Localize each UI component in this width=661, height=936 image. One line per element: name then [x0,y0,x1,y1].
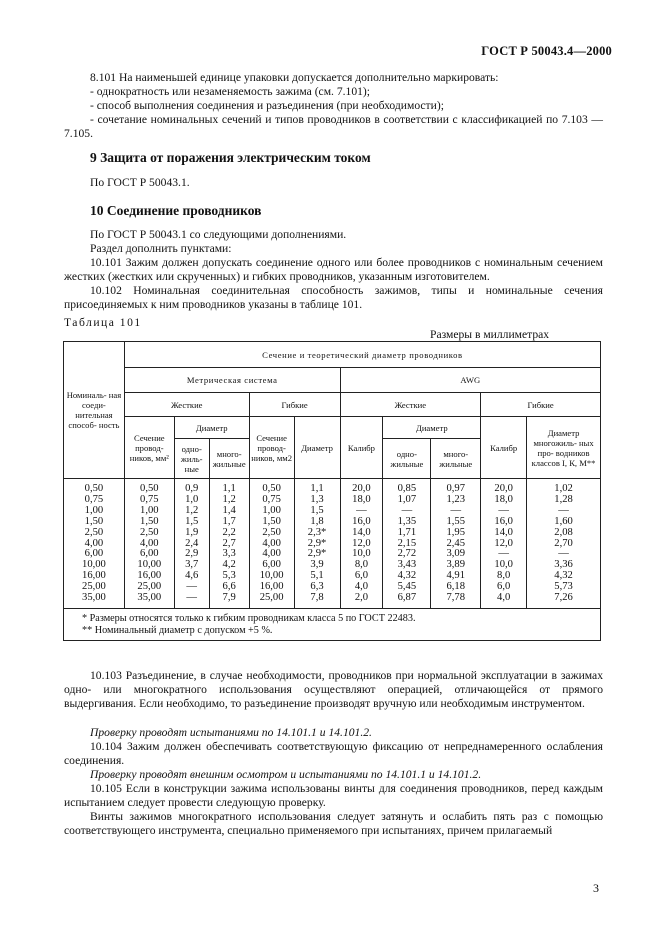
table-cell: 4,2 [222,559,236,571]
page-number: 3 [593,881,599,895]
table-cell: 20,0 [494,483,513,494]
table-caption: Таблица 101 [64,316,142,329]
table-cell: 16,00 [82,570,106,582]
table-cell: 1,23 [446,493,466,505]
table-cell: — [186,581,198,593]
document-header: ГОСТ Р 50043.4—2000 [481,44,612,58]
table-cell: 5,73 [554,581,573,593]
table-cell: 4,00 [84,537,104,549]
header-awg-flex: Гибкие [481,393,601,417]
table-cell: 1,9 [185,526,199,538]
table-cell: 1,55 [446,515,466,527]
para-10-102: 10.102 Номинальная соединительная способность зажимов, типы и номинальные сечения присоединяемых к ним проводников указаны в таблице 101. [64,284,603,312]
table-cell: 1,2 [222,493,236,505]
table-cell: 3,9 [310,559,324,571]
table-cell: 2,9* [307,548,327,560]
table-cell: 1,71 [397,526,417,538]
table-cell: 7,26 [554,592,573,604]
table-cell: — [401,504,413,516]
table-cell: 3,43 [397,559,417,571]
table-cell: 0,9 [185,483,199,494]
table-cell: 16,0 [494,515,513,527]
table-cell: 1,50 [262,515,281,527]
header-diameter-awg: Диаметр [383,417,481,439]
section-9-title: 9 Защита от поражения электрическим током [90,150,371,165]
table-cell: 1,5 [310,504,324,516]
table-cell: 16,00 [259,581,284,593]
para-10-103-check: Проверку проводят испытаниями по 14.101.1 и 14.101.2. [90,726,372,739]
table-cell: 18,0 [352,493,371,505]
header-multi-awg: много- жильные [431,439,481,479]
footnote-1: * Размеры относятся только к гибким проводникам класса 5 по ГОСТ 22483. [82,612,416,624]
table-cell: 2,50 [140,526,159,538]
header-single: одно- жиль- ные [174,439,209,479]
section-10-title: 10 Соединение проводников [90,203,262,218]
header-metric-rigid: Жесткие [124,393,249,417]
table-cell: 10,0 [494,559,513,571]
table-cell: — [450,504,462,516]
table-col-9 [481,479,527,609]
para-10-104: 10.104 Зажим должен обеспечивать соответствующую фиксацию от непреднамеренного ослабления соединения. [64,740,603,768]
para-8-101: 8.101 На наименьшей единице упаковки допускается дополнительно маркировать: [90,71,499,84]
table-col-3 [209,479,249,609]
table-cell: 10,00 [82,559,106,571]
table-cell: 4,00 [262,548,281,560]
table-cell: 0,50 [262,483,281,494]
table-cell: 2,2 [222,526,236,538]
header-diameter-multi: Диаметр многожиль- ных про- водников классов I, К, М** [527,417,601,479]
table-col-2 [174,479,209,609]
table-cell: 0,50 [84,483,104,494]
table-cell: 25,00 [259,592,284,604]
conductor-table [63,341,601,641]
header-gauge-rigid: Калибр [340,417,383,479]
table-cell: 4,0 [497,592,511,604]
table-size-note: Размеры в миллиметрах [430,328,550,341]
table-cell: — [186,592,198,604]
table-cell: 2,9* [307,537,327,549]
table-cell: 6,00 [140,548,159,560]
table-cell: 25,00 [137,581,162,593]
para-10-103: 10.103 Разъединение, в случае необходимости, проводников при нормальной эксплуатации в зажимах одно- или многократного использования осуществляют операцией, отличающейся от прямого выдергивания. Если необходимо, то разъединение производят вручную или необходимым инструментом. [64,669,603,711]
table-cell: 1,1 [222,483,236,494]
table-cell: 2,50 [262,526,281,538]
table-cell: 2,50 [84,526,104,538]
table-cell: — [558,548,569,560]
table-cell: 1,02 [554,483,573,494]
table-cell: 4,00 [140,537,159,549]
table-cell: 4,32 [554,570,573,582]
table-cell: 1,60 [554,515,573,527]
table-cell: 4,32 [397,570,417,582]
table-cell: 0,50 [140,483,159,494]
table-cell: 0,75 [262,493,281,505]
table-cell: 1,1 [310,483,324,494]
table-cell: 1,0 [185,493,199,505]
table-cell: 6,0 [497,581,511,593]
header-section-col2: Сечение провод- ников, мм2 [249,417,294,479]
table-cell: 1,35 [397,515,417,527]
para-10-101: 10.101 Зажим должен допускать соединение одного или более проводников с номинальным сечением жестких (жестких или скрученных) и гибких проводников, указанным изготовителем. [64,256,603,284]
table-cell: 12,0 [352,537,371,549]
table-cell: 1,7 [222,515,236,527]
para-10-105: 10.105 Если в конструкции зажима использованы винты для соединения проводников, перед каждым испытанием следует провести следующую проверку. [64,782,603,810]
table-cell: 2,4 [185,537,199,549]
header-single-awg: одно- жильные [383,439,431,479]
header-nominal: Номиналь- ная соеди- нительная способ- ность [64,342,125,479]
table-col-0 [64,479,125,609]
table-cell: 4,91 [446,570,466,582]
table-cell: 6,18 [446,581,466,593]
table-cell: 18,0 [494,493,513,505]
table-cell: 6,6 [222,581,236,593]
table-cell: 1,07 [397,493,417,505]
table-cell: 2,70 [554,537,573,549]
table-cell: 1,50 [140,515,159,527]
table-cell: 2,0 [354,592,369,604]
header-metric: Метрическая система [124,368,340,393]
table-cell: 1,00 [140,504,159,516]
header-awg: AWG [340,368,601,393]
table-footnotes [64,608,601,640]
header-section-diameter: Сечение и теоретический диаметр проводников [124,342,600,368]
table-cell: — [498,504,509,516]
table-cell: 3,09 [446,548,466,560]
table-cell: 1,95 [446,526,466,538]
header-gauge-flex: Калибр [481,417,527,479]
table-cell: 5,45 [397,581,417,593]
list-item-2: - способ выполнения соединения и разъединения (при необходимости); [90,99,444,112]
table-cell: 0,97 [446,483,466,494]
table-cell: 16,0 [352,515,371,527]
section-10-text1: По ГОСТ Р 50043.1 со следующими дополнениями. [90,228,347,241]
table-cell: 2,9 [185,548,199,560]
para-10-104-check: Проверку проводят внешним осмотром и испытаниями по 14.101.1 и 14.101.2. [90,768,482,781]
table-col-8 [431,479,481,609]
table-cell: 10,0 [352,548,371,560]
table-cell: 8,0 [354,559,369,571]
table-cell: 2,7 [222,537,236,549]
header-multi: много- жильные [209,439,249,479]
table-cell: 1,28 [554,493,573,505]
header-awg-rigid: Жесткие [340,393,481,417]
table-cell: 2,3* [307,526,327,538]
table-cell: 5,1 [310,570,324,582]
table-cell: 35,00 [137,592,162,604]
table-col-5 [294,479,340,609]
table-cell: 1,8 [310,515,324,527]
table-cell: 14,0 [494,526,513,538]
table-cell: 20,0 [352,483,371,494]
table-cell: 1,3 [310,493,324,505]
table-cell: — [356,504,367,516]
table-cell: 6,00 [262,559,281,571]
table-cell: 35,00 [82,592,106,604]
table-cell: 7,9 [222,592,236,604]
table-col-6 [340,479,383,609]
table-cell: 10,00 [137,559,162,571]
table-data-row [64,479,601,609]
table-cell: 8,0 [497,570,511,582]
table-cell: 3,3 [222,548,236,560]
table-col-1 [124,479,174,609]
table-cell: 1,00 [262,504,281,516]
table-cell: 1,5 [185,515,199,527]
table-cell: 4,6 [185,570,199,582]
table-cell: 0,85 [397,483,417,494]
table-cell: 12,0 [494,537,513,549]
header-diameter-rigid: Диаметр [174,417,249,439]
table-cell: 6,00 [84,548,104,560]
section-10-text2: Раздел дополнить пунктами: [90,242,232,255]
list-item-3: - сочетание номинальных сечений и типов проводников в соответствии с классификацией по 7.103 — 7.105. [64,113,603,141]
section-9-text: По ГОСТ Р 50043.1. [90,176,190,189]
table-cell: 1,00 [84,504,104,516]
list-item-1: - однократность или незаменяемость зажима (см. 7.101); [90,85,370,98]
table-cell: 4,0 [354,581,369,593]
table-cell: — [558,504,569,516]
table-cell: 3,89 [446,559,466,571]
table-col-7 [383,479,431,609]
table-col-10 [527,479,601,609]
table-cell: 4,00 [262,537,281,549]
table-cell: 3,7 [185,559,199,571]
table-col-4 [249,479,294,609]
table-cell: 6,3 [310,581,324,593]
table-cell: 7,8 [310,592,324,604]
header-section-col: Сечение провод- ников, мм² [124,417,174,479]
table-cell: 1,4 [222,504,236,516]
table-cell: — [498,548,509,560]
table-cell: 5,3 [222,570,236,582]
header-metric-flex: Гибкие [249,393,340,417]
table-cell: 14,0 [352,526,371,538]
table-cell: 7,78 [446,592,466,604]
para-10-105b: Винты зажимов многократного использования следует затянуть и ослабить пять раз с помощью соответствующего инструмента, специально применяемого при испытаниях, причем прилагаемый [64,810,603,838]
table-cell: 16,00 [137,570,162,582]
table-cell: 6,0 [354,570,369,582]
table-cell: 6,87 [397,592,417,604]
table-cell: 2,08 [554,526,573,538]
table-cell: 0,75 [84,493,104,505]
table-cell: 2,45 [446,537,466,549]
table-cell: 1,2 [185,504,199,516]
table-cell: 25,00 [82,581,106,593]
footnote-2: ** Номинальный диаметр с допуском +5 %. [82,624,273,636]
table-cell: 10,00 [259,570,284,582]
table-cell: 2,72 [397,548,417,560]
table-cell: 0,75 [140,493,159,505]
table-cell: 2,15 [397,537,417,549]
table-cell: 1,50 [84,515,104,527]
table-cell: 3,36 [554,559,573,571]
header-diameter-flex: Диаметр [294,417,340,479]
